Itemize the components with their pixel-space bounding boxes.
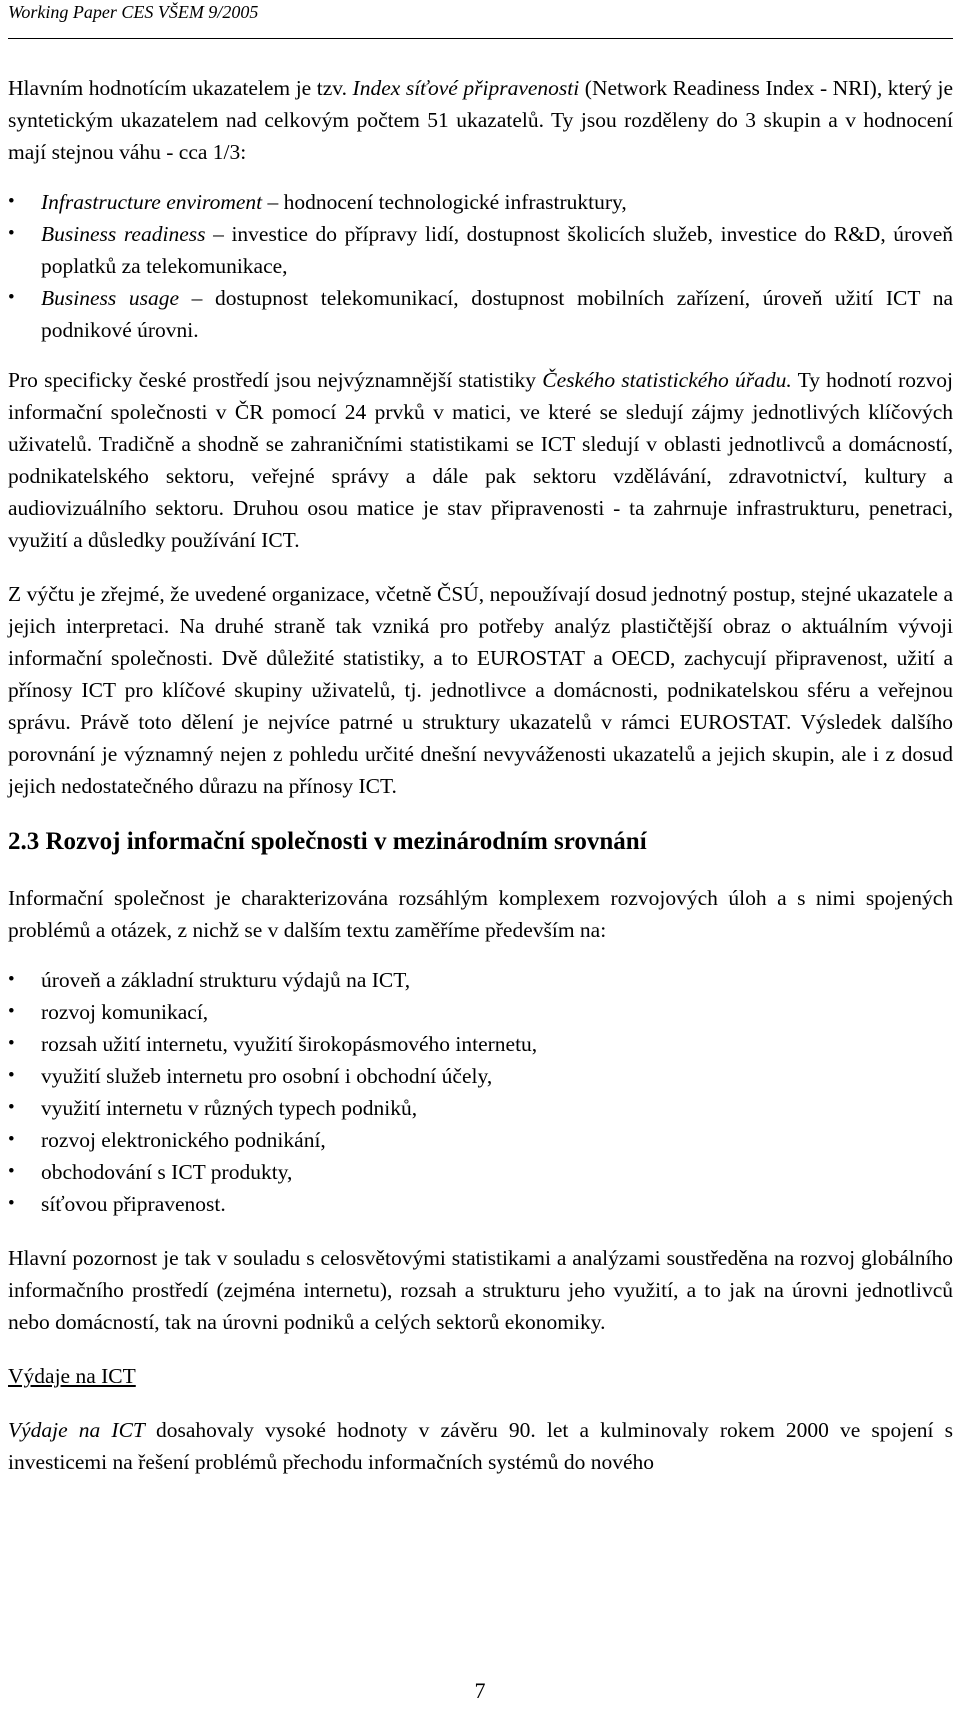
list-item: • rozsah užití internetu, využití širokopásmového internetu,	[8, 1028, 953, 1060]
paragraph-attention: Hlavní pozornost je tak v souladu s celosvětovými statistikami a analýzami soustředěna na rozvoj globálního informačního prostředí (zejména internetu), rozsah a strukturu jeho využití, a to jak na úrovni jednotlivců nebo domácností, tak na úrovni podniků a celých sektorů ekonomiky.	[8, 1246, 953, 1334]
paragraph-info-society: Informační společnost je charakterizována rozsáhlým komplexem rozvojových úloh a s nimi spojených problémů a otázek, z nichž se v dalším textu zaměříme především na:	[8, 886, 953, 942]
paragraph-nri-intro: Hlavním hodnotícím ukazatelem je tzv. Index síťové připravenosti (Network Readiness Index - NRI), který je syntetickým ukazatelem nad celkovým počtem 51 ukazatelů. Ty jsou rozděleny do 3 skupin a v hodnocení mají stejnou váhu - cca 1/3:	[8, 76, 953, 164]
nri-groups-list	[8, 186, 953, 346]
list-item: • využití internetu v různých typech podniků,	[8, 1092, 953, 1124]
term-index-readiness: Index síťové připravenosti	[352, 76, 580, 100]
page-number: 7	[474, 1678, 486, 1703]
header-rule	[8, 38, 953, 39]
page-body	[8, 72, 953, 1478]
term-ict-spending: Výdaje na ICT	[8, 1418, 145, 1442]
list-item: • rozvoj komunikací,	[8, 996, 953, 1028]
paragraph-csu: Pro specificky české prostředí jsou nejvýznamnější statistiky Českého statistického úřadu. Ty hodnotí rozvoj informační společnosti v ČR pomocí 24 prvků v matici, ve které se sledují zájmy jednotlivých klíčových uživatelů. Tradičně a shodně se zahraničními statistikami se ICT sledují v oblasti jednotlivců a domácností, podnikatelského sektoru, veřejné správy a dále pak sektoru vzdělávání, zdravotnictví, kultury a audiovizuálního sektoru. Druhou osou matice je stav připravenosti - ta zahrnuje infrastrukturu, penetraci, využití a důsledky používání ICT.	[8, 368, 953, 552]
list-item: • Infrastructure enviroment – hodnocení technologické infrastruktury,	[8, 186, 953, 218]
list-item: • Business readiness – investice do přípravy lidí, dostupnost školicích služeb, investice do R&D, úroveň poplatků za telekomunikace,	[8, 218, 953, 282]
subheading-ict-spending: Výdaje na ICT	[8, 1364, 136, 1388]
term-csu: Českého statistického úřadu.	[542, 368, 792, 392]
focus-areas-list	[8, 964, 953, 1220]
paragraph-ict-spending: Výdaje na ICT dosahovaly vysoké hodnoty v závěru 90. let a kulminovaly rokem 2000 ve spojení s investicemi na řešení problémů přechodu informačních systémů do nového	[8, 1418, 953, 1474]
list-item: • úroveň a základní strukturu výdajů na ICT,	[8, 964, 953, 996]
section-heading: 2.3 Rozvoj informační společnosti v mezinárodním srovnání	[8, 828, 647, 855]
paragraph-comparison: Z výčtu je zřejmé, že uvedené organizace, včetně ČSÚ, nepoužívají dosud jednotný postup, stejné ukazatele a jejich interpretaci. Na druhé straně tak vzniká pro potřeby analýz plastičtější obraz o aktuálním vývoji informační společnosti. Dvě důležité statistiky, a to EUROSTAT a OECD, zachycují připravenost, užití a přínosy ICT pro klíčové skupiny uživatelů, tj. jednotlivce a domácnosti, podnikatelskou sféru a veřejnou správu. Právě toto dělení je nejvíce patrné u struktury ukazatelů v rámci EUROSTAT. Výsledek dalšího porovnání je významný nejen z pohledu určité dnešní nevyváženosti ukazatelů a jejich skupin, ale i z dosud jejich nedostatečného důrazu na přínosy ICT.	[8, 582, 953, 798]
running-header: Working Paper CES VŠEM 9/2005	[8, 2, 259, 22]
list-item: • využití služeb internetu pro osobní i obchodní účely,	[8, 1060, 953, 1092]
list-item: • rozvoj elektronického podnikání,	[8, 1124, 953, 1156]
list-item: • Business usage – dostupnost telekomunikací, dostupnost mobilních zařízení, úroveň užití ICT na podnikové úrovni.	[8, 282, 953, 346]
list-item: • síťovou připravenost.	[8, 1188, 953, 1220]
list-item: • obchodování s ICT produkty,	[8, 1156, 953, 1188]
